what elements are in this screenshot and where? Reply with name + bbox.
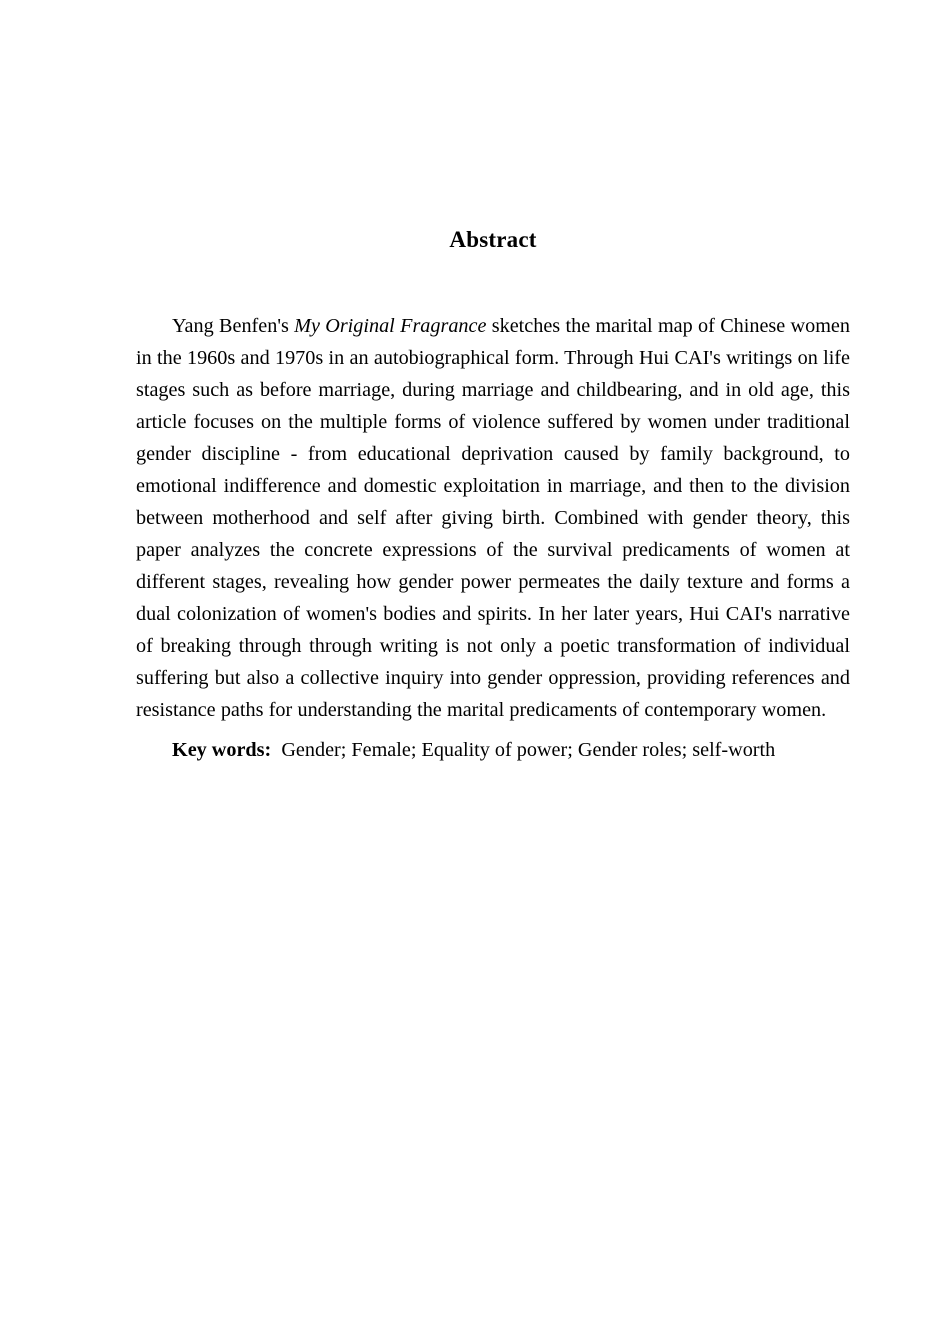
keywords-line [136, 726, 850, 766]
keywords-value: Gender; Female; Equality of power; Gender roles; self-worth [281, 738, 776, 761]
abstract-rest-text: sketches the marital map of Chinese women in the 1960s and 1970s in an autobiographical form. Through Hui CAI's writings on life stages such as before marriage, during marriage and childbearing, and in old age, this article focuses on the multiple forms of violence suffered by women under traditional gender discipline - from educational deprivation caused by family background, to emotional indifference and domestic exploitation in marriage, and then to the division between motherhood and self after giving birth. Combined with gender theory, this paper analyzes the concrete expressions of the survival predicaments of women at different stages, revealing how gender power permeates the daily texture and forms a dual colonization of women's bodies and spirits. In her later years, Hui CAI's narrative of breaking through through writing is not only a poetic transformation of individual suffering but also a collective inquiry into gender oppression, providing references and resistance paths for understanding the marital predicaments of contemporary women. [136, 314, 850, 721]
page-title: Abstract [449, 227, 537, 252]
abstract-paragraph [136, 254, 850, 726]
abstract-section [136, 0, 850, 766]
abstract-lead-text: Yang Benfen's [172, 314, 295, 337]
work-title: My Original Fragrance [294, 314, 487, 337]
keywords-label: Key words: [172, 738, 272, 761]
keywords-separator [271, 739, 281, 761]
